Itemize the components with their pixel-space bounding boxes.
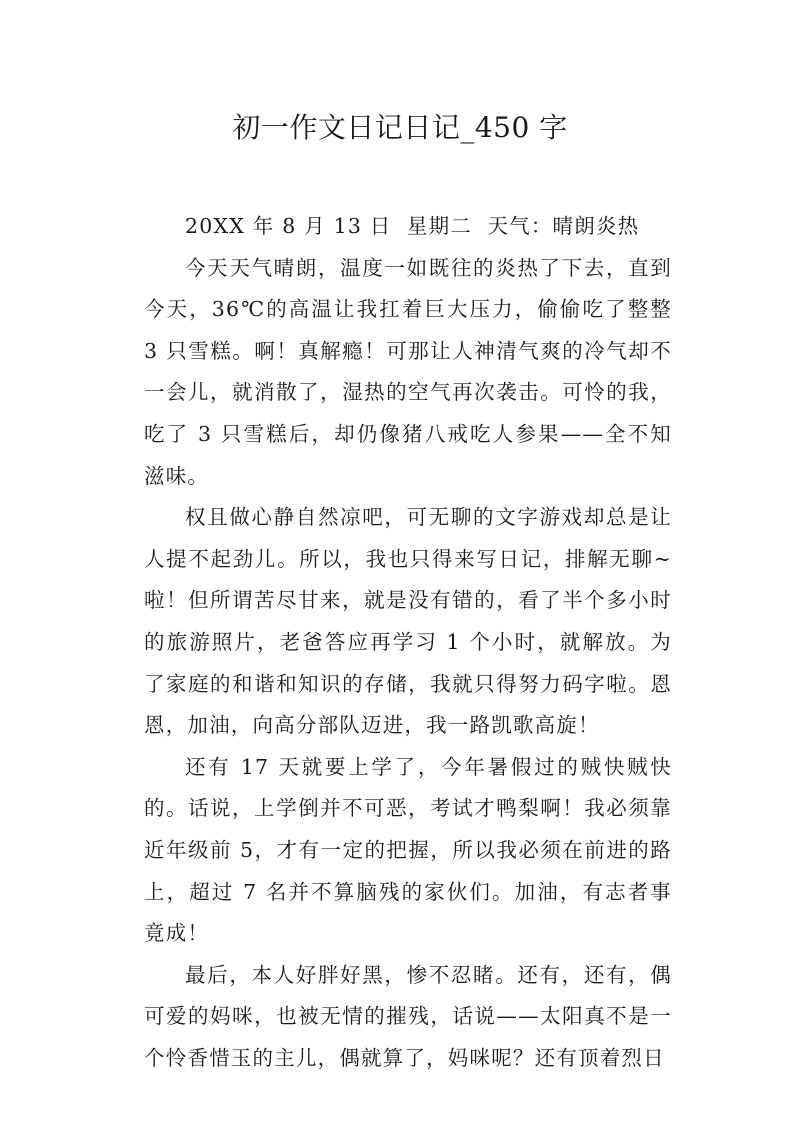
- diary-dateline: 20XX 年 8 月 13 日 星期二 天气：晴朗炎热: [185, 214, 640, 238]
- paragraph: 权且做心静自然凉吧，可无聊的文字游戏却总是让人提不起劲儿。所以，我也只得来写日记，排解无聊~啦！但所谓苦尽甘来，就是没有错的，看了半个多小时的旅游照片，老爸答应再学习 1 个小时，就解放。为了家庭的和谐和知识的存储，我就只得努力码字啦。恩恩，加油，向高分部队迈进，我一路凯歌高旋！: [144, 505, 672, 738]
- document-body: [144, 206, 672, 1079]
- paragraph: 还有 17 天就要上学了，今年暑假过的贼快贼快的。话说，上学倒并不可恶，考试才鸭梨啊！我必须靠近年级前 5，才有一定的把握，所以我必须在前进的路上，超过 7 名并不算脑残的家伙们。加油，有志者事竟成！: [144, 754, 672, 946]
- paragraph: 最后，本人好胖好黑，惨不忍睹。还有，还有，偶可爱的妈咪，也被无情的摧残，话说——太阳真不是一个怜香惜玉的主儿，偶就算了，妈咪呢？还有顶着烈日: [144, 962, 672, 1070]
- document-title: 初一作文日记日记_450 字: [232, 111, 568, 144]
- paragraph: 今天天气晴朗，温度一如既往的炎热了下去，直到今天，36℃的高温让我扛着巨大压力，偷偷吃了整整 3 只雪糕。啊！真解瘾！可那让人神清气爽的冷气却不一会儿，就消散了，湿热的空气再次袭击。可怜的我，吃了 3 只雪糕后，却仍像猪八戒吃人参果——全不知滋味。: [144, 255, 672, 488]
